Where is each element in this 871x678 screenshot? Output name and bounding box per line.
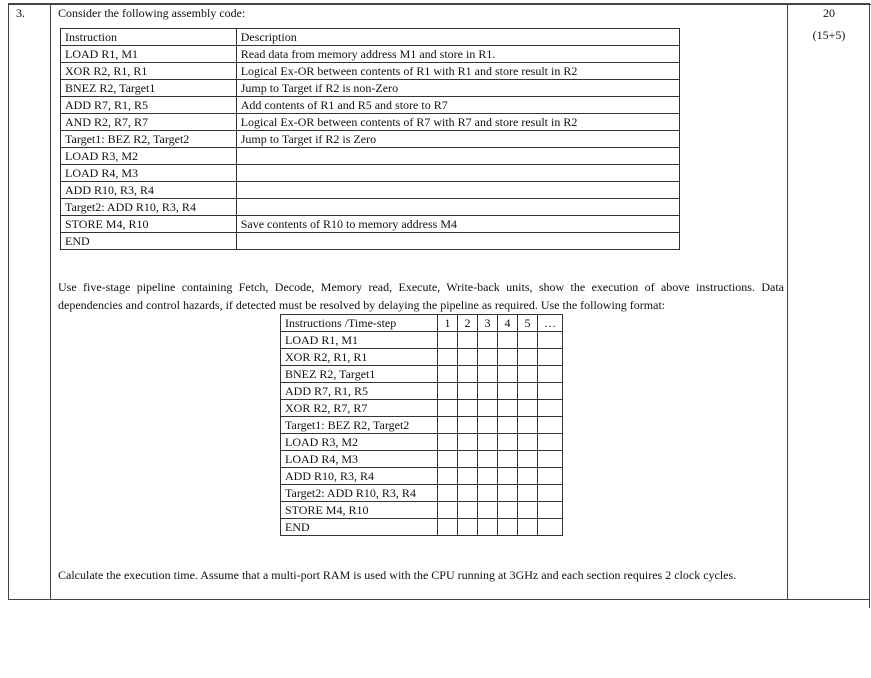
timestep-cell [518,519,538,536]
timestep-cell [518,383,538,400]
timestep-cell [438,468,458,485]
instruction-cell: LOAD R1, M1 [281,332,438,349]
instruction-cell: END [281,519,438,536]
timestep-cell [438,434,458,451]
instruction-cell: LOAD R4, M3 [61,165,237,182]
timestep-cell [458,519,478,536]
timestep-cell [458,502,478,519]
instruction-cell: END [61,233,237,250]
timestep-cell [538,434,563,451]
instruction-cell: ADD R10, R3, R4 [61,182,237,199]
instruction-cell: LOAD R4, M3 [281,451,438,468]
assembly-code-table [60,28,680,250]
timestep-cell [438,366,458,383]
table-row [281,332,563,349]
timestep-cell [518,485,538,502]
timestep-cell [538,383,563,400]
timestep-cell [498,434,518,451]
table-row [281,502,563,519]
table-row [281,417,563,434]
table-row [61,199,680,216]
timestep-cell [458,349,478,366]
instruction-cell: STORE M4, R10 [61,216,237,233]
question-number: 3. [16,6,25,20]
marks-split: (15+5) [812,28,846,42]
timestep-cell [458,383,478,400]
timestep-cell [478,502,498,519]
description-cell [236,165,679,182]
timestep-cell [478,485,498,502]
table-row [61,63,680,80]
timestep-cell [478,349,498,366]
instruction-cell: Target2: ADD R10, R3, R4 [281,485,438,502]
table-row [61,97,680,114]
timestep-cell [478,434,498,451]
timestep-cell [458,434,478,451]
timestep-cell [478,383,498,400]
timestep-cell [518,434,538,451]
timestep-more: … [538,315,563,332]
timestep-cell [498,417,518,434]
table-row [61,131,680,148]
instruction-cell: LOAD R1, M1 [61,46,237,63]
instruction-cell: BNEZ R2, Target1 [281,366,438,383]
timestep-cell [518,400,538,417]
edge-tick [869,600,870,608]
timestep-cell [438,485,458,502]
instruction-cell: STORE M4, R10 [281,502,438,519]
instruction-cell: LOAD R3, M2 [281,434,438,451]
table-row [281,451,563,468]
timestep-1: 1 [438,315,458,332]
table-row [281,349,563,366]
description-cell: Jump to Target if R2 is non-Zero [236,80,679,97]
column-divider [50,3,51,600]
timestep-cell [478,417,498,434]
timestep-cell [498,451,518,468]
timestep-cell [538,332,563,349]
header-instructions-timestep: Instructions /Time-step [281,315,438,332]
instruction-cell: XOR R2, R1, R1 [61,63,237,80]
timestep-cell [438,332,458,349]
table-header-row [281,315,563,332]
instruction-cell: XOR R2, R7, R7 [281,400,438,417]
timestep-cell [478,468,498,485]
timestep-cell [538,502,563,519]
instruction-cell: BNEZ R2, Target1 [61,80,237,97]
table-row [281,485,563,502]
timestep-cell [518,366,538,383]
timestep-cell [438,349,458,366]
description-cell [236,199,679,216]
timestep-cell [498,519,518,536]
table-row [61,80,680,97]
timestep-cell [458,468,478,485]
timestep-cell [498,332,518,349]
description-cell [236,233,679,250]
header-instruction: Instruction [61,29,237,46]
description-cell [236,148,679,165]
timestep-2: 2 [458,315,478,332]
timestep-cell [538,451,563,468]
timestep-cell [478,332,498,349]
instruction-cell: LOAD R3, M2 [61,148,237,165]
table-row [61,114,680,131]
timestep-cell [498,468,518,485]
table-row [281,400,563,417]
table-row [281,519,563,536]
timestep-cell [518,502,538,519]
instruction-cell: Target2: ADD R10, R3, R4 [61,199,237,216]
description-cell: Read data from memory address M1 and store in R1. [236,46,679,63]
description-cell: Jump to Target if R2 is Zero [236,131,679,148]
instruction-cell: AND R2, R7, R7 [61,114,237,131]
timestep-cell [438,519,458,536]
description-cell: Logical Ex-OR between contents of R7 with R7 and store result in R2 [236,114,679,131]
timestep-cell [458,400,478,417]
timestep-cell [458,485,478,502]
timestep-cell [438,400,458,417]
timestep-5: 5 [518,315,538,332]
table-row [281,366,563,383]
instruction-cell: ADD R10, R3, R4 [281,468,438,485]
timestep-cell [438,451,458,468]
description-cell: Logical Ex-OR between contents of R1 with R1 and store result in R2 [236,63,679,80]
table-row [281,434,563,451]
timestep-cell [538,366,563,383]
pipeline-format-table [280,314,563,536]
timestep-cell [518,349,538,366]
table-row [61,216,680,233]
table-row [281,468,563,485]
marks: 20 [823,6,835,20]
timestep-cell [478,451,498,468]
timestep-cell [438,417,458,434]
timestep-cell [478,400,498,417]
timestep-cell [538,519,563,536]
timestep-cell [498,400,518,417]
timestep-cell [498,383,518,400]
execution-time-paragraph: Calculate the execution time. Assume that a multi-port RAM is used with the CPU running at 3GHz and each section requires 2 clock cycles. [58,568,737,582]
timestep-3: 3 [478,315,498,332]
timestep-cell [518,417,538,434]
timestep-cell [498,349,518,366]
timestep-cell [458,417,478,434]
instruction-cell: XOR R2, R1, R1 [281,349,438,366]
description-cell: Save contents of R10 to memory address M4 [236,216,679,233]
instruction-cell: ADD R7, R1, R5 [61,97,237,114]
timestep-cell [498,485,518,502]
timestep-cell [538,485,563,502]
instruction-cell: Target1: BEZ R2, Target2 [281,417,438,434]
timestep-cell [538,400,563,417]
table-header-row [61,29,680,46]
instructions-paragraph: Use five-stage pipeline containing Fetch, Decode, Memory read, Execute, Write-back units, show the execution of above instructions. Data dependencies and control hazards, if detected must be resolved by delaying the pipeline as required. Use the following format: [58,280,784,312]
timestep-cell [478,519,498,536]
intro-text: Consider the following assembly code: [58,6,246,20]
timestep-cell [538,468,563,485]
timestep-cell [478,366,498,383]
table-row [61,148,680,165]
timestep-4: 4 [498,315,518,332]
table-row [61,233,680,250]
timestep-cell [498,502,518,519]
timestep-cell [458,451,478,468]
timestep-cell [538,349,563,366]
timestep-cell [518,468,538,485]
description-cell: Add contents of R1 and R5 and store to R7 [236,97,679,114]
header-description: Description [236,29,679,46]
timestep-cell [438,502,458,519]
description-cell [236,182,679,199]
table-row [61,165,680,182]
column-divider [787,3,788,600]
instruction-cell: ADD R7, R1, R5 [281,383,438,400]
timestep-cell [498,366,518,383]
timestep-cell [518,332,538,349]
table-row [281,383,563,400]
table-row [61,182,680,199]
instruction-cell: Target1: BEZ R2, Target2 [61,131,237,148]
table-row [61,46,680,63]
timestep-cell [518,451,538,468]
timestep-cell [538,417,563,434]
timestep-cell [458,366,478,383]
timestep-cell [458,332,478,349]
timestep-cell [438,383,458,400]
